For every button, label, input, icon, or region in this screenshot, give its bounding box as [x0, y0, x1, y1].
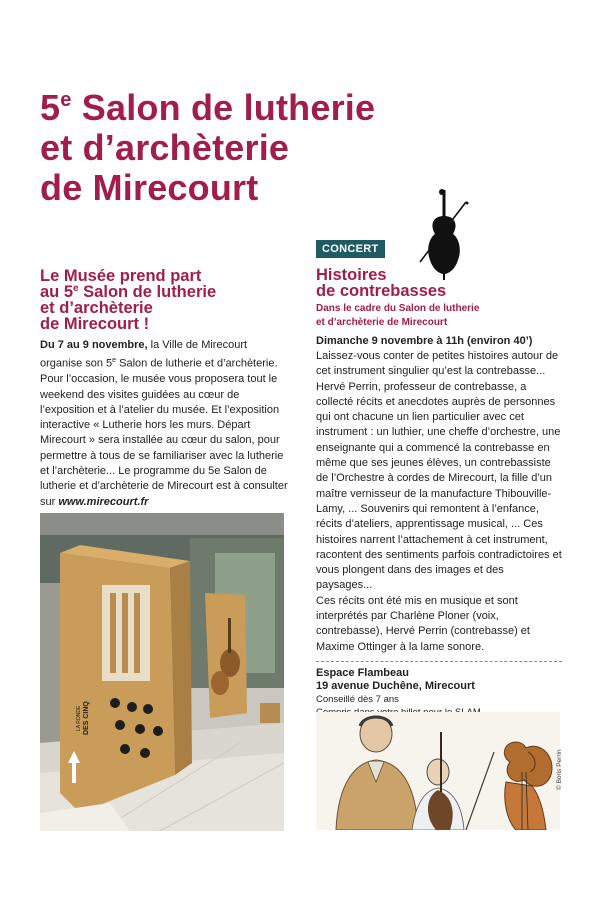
title-superscript: e: [60, 89, 72, 111]
panel-text-2: DES CINQ: [83, 701, 90, 735]
museum-title-line1: Le Musée prend part: [40, 267, 202, 285]
concert-date: Dimanche 9 novembre à 11h (environ 40’): [316, 335, 533, 347]
title-line1: 5: [40, 87, 61, 128]
museum-text-2: Salon de lutherie et d’archèterie. Pour l’occasion, le musée vous proposera tout le weekend des visites guidées au cœur de l’exposition et à l’atelier du musée. Et l’exposition interactive « Lutherie hors les murs. Départ Mirecourt » sera installée au cœur du salon, pour permettre à tous de se familiariser avec la lutherie et l’archèterie... Le programme du 5e Salon de lutherie et d’archèterie de Mirecourt est à consulter sur: [40, 357, 288, 508]
museum-text-sup: e: [112, 357, 117, 365]
museum-title-line2-rest: Salon de lutherie: [78, 283, 217, 301]
museum-title-sup: e: [73, 283, 79, 294]
double-bass-players-drawing: [316, 712, 560, 830]
exhibition-photo: [40, 513, 284, 831]
drawing-illustration: [316, 712, 560, 830]
illustration-credit: © Boris Perrin: [556, 749, 563, 790]
concert-title-line2: de contrebasses: [316, 282, 447, 300]
museum-title-line4: de Mirecourt !: [40, 315, 150, 333]
concert-subtitle-line2: et d’archèterie de Mirecourt: [316, 317, 448, 328]
concert-title: [316, 267, 562, 299]
age-recommendation: Conseillé dès 7 ans: [316, 693, 399, 705]
panel-text-1: LA RONDE: [76, 705, 82, 731]
page-title: [40, 88, 480, 208]
mirecourt-website-link[interactable]: www.mirecourt.fr: [58, 495, 149, 508]
concert-article: [316, 267, 562, 719]
museum-article-body: [40, 338, 290, 510]
divider: [316, 661, 562, 662]
museum-text-1: la Ville de Mirecourt organise son 5: [40, 339, 248, 370]
museum-article-title: [40, 268, 290, 332]
museum-title-line3: et d’archèterie: [40, 299, 153, 317]
concert-title-line1: Histoires: [316, 266, 387, 284]
museum-article: [40, 268, 290, 510]
venue-address: 19 avenue Duchêne, Mirecourt: [316, 679, 475, 692]
concert-subtitle-line1: Dans le cadre du Salon de lutherie: [316, 303, 480, 314]
title-line1-rest: Salon de lutherie: [71, 87, 376, 128]
museum-title-line2: au 5: [40, 283, 74, 301]
concert-performers: Ces récits ont été mis en musique et sont interprétés par Charlène Ploner (voix, contrebasse), Hervé Perrin (contrebasse) et Maxime Ottinger à la lame sonore.: [316, 594, 530, 653]
concert-subtitle: [316, 302, 562, 330]
concert-badge: CONCERT: [316, 240, 385, 258]
museum-date: Du 7 au 9 novembre,: [40, 339, 148, 351]
venue-name: Espace Flambeau: [316, 666, 409, 679]
exhibition-photo-illustration: [40, 513, 284, 831]
title-line2: et d’archèterie: [40, 127, 290, 168]
concert-description: Laissez-vous conter de petites histoires autour de cet instrument singulier qu’est la contrebasse... Hervé Perrin, professeur de contrebasse, a collecté récits et anecdotes auprès de personnes qui ont chacune un lien particulier avec cet instrument : un luthier, une cheffe d’orchestre, une enseignante qui a commencé la contrebasse en même que ses jeunes élèves, un contrebassiste de l’Orchestre à cordes de Mirecourt, la fille d’un maître vernisseur de la manufacture Thibouville-Lamy, ... Souvenirs qui remontent à l’enfance, récits d’ateliers, apprentissage musical, ... Ces histoires narrent l’attachement à cet instrument, racontent des sentiments parfois contradictoires et vous plongent dans des images et des paysages...: [316, 350, 562, 592]
title-line3: de Mirecourt: [40, 167, 259, 208]
